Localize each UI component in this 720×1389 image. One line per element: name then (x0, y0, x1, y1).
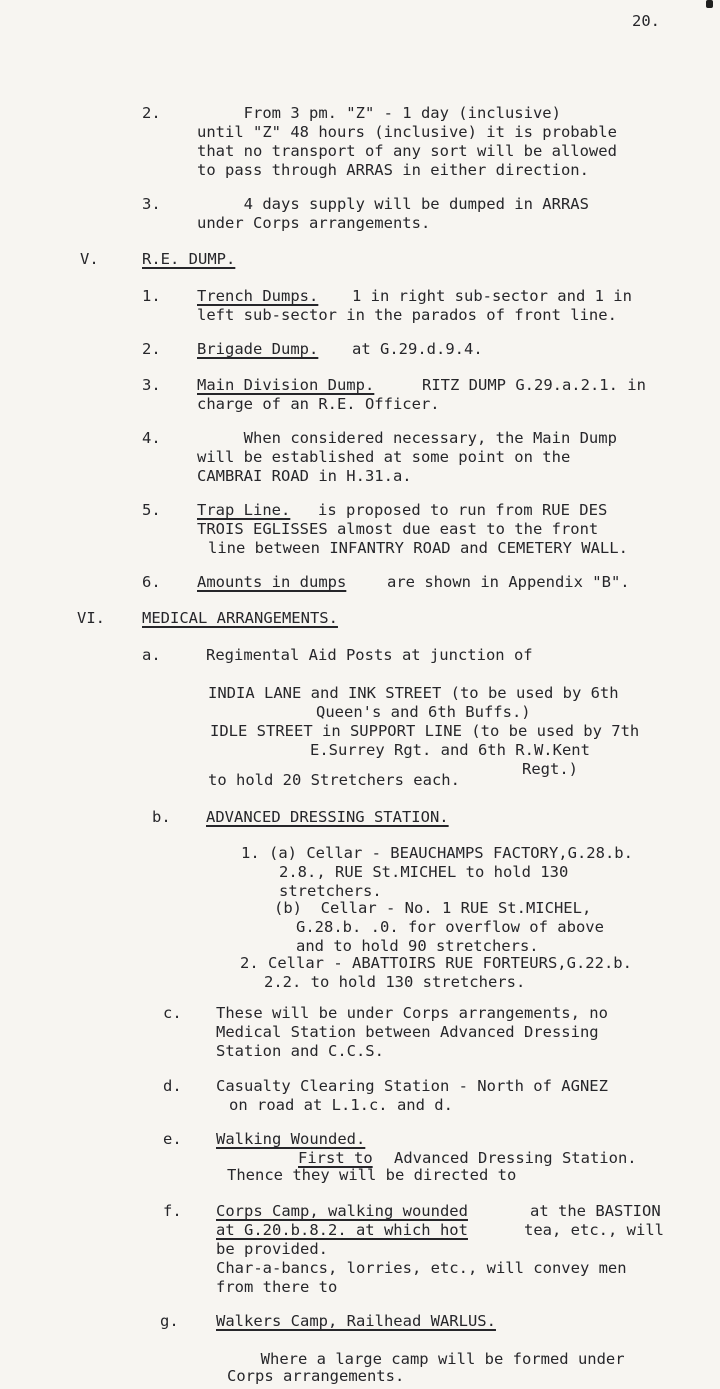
text-line: 1. (142, 287, 161, 305)
text-line: Thence they will be directed to (227, 1166, 517, 1184)
text-line: Main Division Dump. (197, 376, 375, 394)
text-line: at G.20.b.8.2. at which hot (216, 1221, 468, 1239)
text-line: First to (298, 1149, 373, 1167)
text-line: Regt.) (522, 760, 578, 778)
text-line: 2.2. to hold 130 stretchers. (264, 973, 526, 991)
text-line: 4. (142, 429, 161, 447)
text-line: IDLE STREET in SUPPORT LINE (to be used by 7th (210, 722, 640, 740)
text-line: stretchers. (279, 882, 382, 900)
text-line: tea, etc., will (524, 1221, 664, 1239)
page-number: 20. (632, 12, 660, 30)
text-line: charge of an R.E. Officer. (197, 395, 440, 413)
text-line: E.Surrey Rgt. and 6th R.W.Kent (310, 741, 590, 759)
text-line: to hold 20 Stretchers each. (208, 771, 460, 789)
text-line: Walking Wounded. (216, 1130, 366, 1148)
text-line: 4 days supply will be dumped in ARRAS (197, 195, 589, 213)
text-line: Station and C.C.S. (216, 1042, 384, 1060)
text-line: line between INFANTRY ROAD and CEMETERY WALL. (208, 539, 628, 557)
text-line: Trap Line. (197, 501, 291, 519)
text-line: Medical Station between Advanced Dressing (216, 1023, 599, 1041)
text-line: on road at L.1.c. and d. (229, 1096, 453, 1114)
text-line: V. (80, 250, 99, 268)
text-line: RITZ DUMP G.29.a.2.1. in (422, 376, 646, 394)
text-line: 3. (142, 195, 161, 213)
text-line: Casualty Clearing Station - North of AGNEZ (216, 1077, 608, 1095)
text-line: Advanced Dressing Station. (394, 1149, 637, 1167)
text-line: 2. (142, 340, 161, 358)
text-line: until "Z" 48 hours (inclusive) it is probable (197, 123, 617, 141)
text-line: Char-a-bancs, lorries, etc., will convey men (216, 1259, 627, 1277)
text-line: at G.29.d.9.4. (352, 340, 483, 358)
text-line: a. (142, 646, 161, 664)
text-line: will be established at some point on the (197, 448, 571, 466)
text-line: 2. Cellar - ABATTOIRS RUE FORTEURS,G.22.b. (240, 954, 632, 972)
text-line: Queen's and 6th Buffs.) (316, 703, 531, 721)
ink-mark (706, 0, 713, 8)
text-line: When considered necessary, the Main Dump (197, 429, 617, 447)
text-line: These will be under Corps arrangements, no (216, 1004, 608, 1022)
text-line: c. (163, 1004, 182, 1022)
text-line: R.E. DUMP. (142, 250, 236, 268)
text-line: 5. (142, 501, 161, 519)
text-line: to pass through ARRAS in either direction. (197, 161, 589, 179)
text-line: MEDICAL ARRANGEMENTS. (142, 609, 338, 627)
text-line: from there to (216, 1278, 338, 1296)
text-line: e. (163, 1130, 182, 1148)
text-line: Regimental Aid Posts at junction of (206, 646, 533, 664)
text-line: Corps arrangements. (227, 1367, 405, 1385)
text-line: From 3 pm. "Z" - 1 day (inclusive) (197, 104, 561, 122)
text-line: g. (160, 1312, 179, 1330)
text-line: Amounts in dumps (197, 573, 347, 591)
text-line: left sub-sector in the parados of front line. (197, 306, 617, 324)
text-line: VI. (77, 609, 105, 627)
text-line: at the BASTION (530, 1202, 661, 1220)
text-line: ADVANCED DRESSING STATION. (206, 808, 449, 826)
text-line: are shown in Appendix "B". (387, 573, 630, 591)
text-line: 6. (142, 573, 161, 591)
text-line: 2.8., RUE St.MICHEL to hold 130 (279, 863, 569, 881)
text-line: b. (152, 808, 171, 826)
text-line: Corps Camp, walking wounded (216, 1202, 468, 1220)
text-line: d. (163, 1077, 182, 1095)
text-line: CAMBRAI ROAD in H.31.a. (197, 467, 412, 485)
text-line: Walkers Camp, Railhead WARLUS. (216, 1312, 496, 1330)
text-line: TROIS EGLISSES almost due east to the front (197, 520, 599, 538)
text-line: f. (163, 1202, 182, 1220)
text-line: is proposed to run from RUE DES (318, 501, 608, 519)
text-line: Where a large camp will be formed under (214, 1350, 625, 1368)
text-line: be provided. (216, 1240, 328, 1258)
text-line: Trench Dumps. (197, 287, 319, 305)
text-line: 1. (a) Cellar - BEAUCHAMPS FACTORY,G.28.b. (241, 844, 633, 862)
text-line: 3. (142, 376, 161, 394)
text-line: Brigade Dump. (197, 340, 319, 358)
text-line: G.28.b. .0. for overflow of above (296, 918, 604, 936)
text-line: 1 in right sub-sector and 1 in (352, 287, 632, 305)
text-line: 2. (142, 104, 161, 122)
text-line: under Corps arrangements. (197, 214, 431, 232)
text-line: (b) Cellar - No. 1 RUE St.MICHEL, (274, 899, 592, 917)
text-line: and to hold 90 stretchers. (296, 937, 539, 955)
text-line: that no transport of any sort will be allowed (197, 142, 617, 160)
text-line: INDIA LANE and INK STREET (to be used by 6th (208, 684, 619, 702)
